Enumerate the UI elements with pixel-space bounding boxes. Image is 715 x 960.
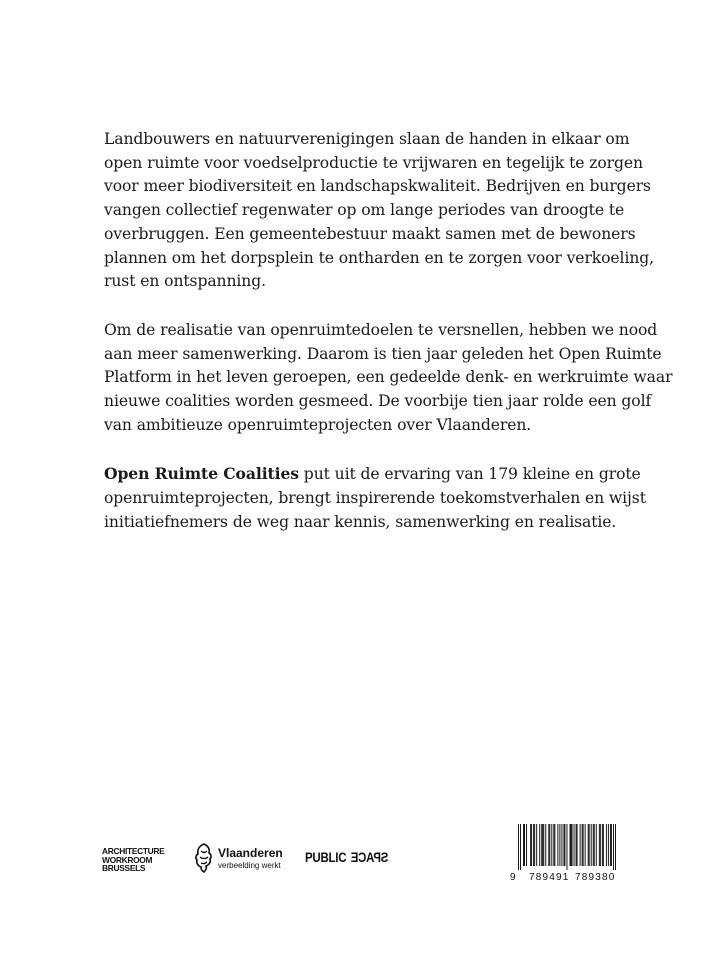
barcode-bar <box>572 824 573 866</box>
flemish-lion-icon <box>193 842 215 874</box>
barcode-bar <box>610 824 611 866</box>
barcode-bar <box>571 824 572 866</box>
barcode-bar <box>602 824 603 866</box>
barcode-bar <box>582 824 583 866</box>
text-line: van ambitieuze openruimteprojecten over Vlaanderen. <box>104 415 532 434</box>
vlaanderen-name: Vlaanderen <box>218 846 283 860</box>
architecture-workroom-brussels-logo <box>102 847 164 873</box>
barcode-group-1: 789491 <box>529 872 570 883</box>
space-word-mirrored: SPACE <box>351 849 389 865</box>
barcode-bar <box>551 824 552 866</box>
barcode-bar <box>596 824 597 866</box>
barcode-bar <box>539 824 540 866</box>
text-line: open ruimte voor voedselproductie te vrijwaren en tegelijk te zorgen <box>104 153 643 172</box>
barcode-bar <box>545 824 546 866</box>
barcode-bar <box>576 824 577 866</box>
barcode-bar <box>577 824 578 866</box>
barcode-bar <box>570 824 571 866</box>
paragraph-3 <box>104 462 646 534</box>
barcode-bar <box>588 824 589 866</box>
barcode-prefix: 9 <box>510 872 516 883</box>
barcode-bar <box>557 824 558 866</box>
logo-text-line: BRUSSELS <box>102 863 146 874</box>
barcode-bar <box>589 824 590 866</box>
barcode-bar <box>523 824 524 866</box>
barcode-group-2: 789380 <box>575 872 616 883</box>
barcode-bar <box>536 824 537 866</box>
barcode-bar <box>594 824 595 866</box>
barcode-bar <box>615 824 616 870</box>
back-cover-text <box>104 128 673 560</box>
text-line: Om de realisatie van openruimtedoelen te versnellen, hebben we nood <box>104 320 658 339</box>
text-line <box>104 462 641 487</box>
barcode-bar <box>561 824 562 866</box>
paragraph-2 <box>104 319 673 438</box>
logo-text-line: WORKROOM <box>102 854 153 865</box>
text-line: initiatiefnemers de weg naar kennis, samenwerking en realisatie. <box>104 512 617 531</box>
logo-text-line: ARCHITECTURE <box>102 846 165 856</box>
barcode-bar <box>541 824 542 866</box>
barcode-bar <box>548 824 549 866</box>
book-title: Open Ruimte Coalities <box>104 464 299 484</box>
barcode-bar <box>542 824 543 866</box>
barcode-bar <box>593 824 594 866</box>
text-line: Landbouwers en natuurverenigingen slaan de handen in elkaar om <box>104 130 630 148</box>
barcode-bar <box>554 824 555 866</box>
barcode-bar <box>599 824 600 866</box>
barcode-bar <box>613 824 614 870</box>
barcode-bar <box>543 824 544 866</box>
barcode-bar <box>530 824 531 866</box>
barcode-bar <box>533 824 534 866</box>
isbn-barcode <box>510 824 616 886</box>
text-line: overbruggen. Een gemeentebestuur maakt samen met de bewoners <box>104 224 636 243</box>
text-line: aan meer samenwerking. Daarom is tien jaar geleden het Open Ruimte <box>104 344 662 363</box>
text-line: openruimteprojecten, brengt inspirerende toekomstverhalen en wijst <box>104 489 646 508</box>
barcode-bar <box>566 824 567 870</box>
barcode-bar <box>585 824 586 866</box>
barcode-bar <box>563 824 564 866</box>
barcode-bar <box>531 824 532 866</box>
barcode-bar <box>591 824 592 866</box>
barcode-bar <box>559 824 560 866</box>
barcode-bar <box>583 824 584 866</box>
text-line: voor meer biodiversiteit en landschapskwaliteit. Bedrijven en burgers <box>104 177 651 196</box>
barcode-bar <box>520 824 521 870</box>
barcode-bar <box>534 824 535 866</box>
public-word: PUBLIC <box>305 849 347 865</box>
barcode-bar <box>574 824 575 866</box>
barcode-bars <box>518 824 616 870</box>
barcode-bar <box>600 824 601 866</box>
vlaanderen-tagline: verbeelding werkt <box>218 861 281 870</box>
barcode-bar <box>524 824 525 866</box>
barcode-bar <box>518 824 519 870</box>
barcode-bar <box>564 824 565 866</box>
text-line: Platform in het leven geroepen, een gedeelde denk- en werkruimte waar <box>104 368 673 387</box>
text-line: plannen om het dorpsplein te ontharden en te zorgen voor verkoeling, <box>104 248 655 267</box>
text-line: rust en ontspanning. <box>104 272 266 291</box>
public-space-logo <box>305 849 389 865</box>
paragraph-1 <box>104 128 655 294</box>
text-line: nieuwe coalities worden gesmeed. De voorbije tien jaar rolde een golf <box>104 392 652 411</box>
barcode-bar <box>603 824 604 866</box>
barcode-bar <box>553 824 554 866</box>
text-line: vangen collectief regenwater op om lange periodes van droogte te <box>104 201 625 220</box>
barcode-bar <box>608 824 609 866</box>
text-fragment: put uit de ervaring van 179 kleine en grote <box>298 465 641 484</box>
barcode-bar <box>611 824 612 866</box>
barcode-bar <box>606 824 607 866</box>
barcode-bar <box>526 824 527 866</box>
barcode-bar <box>580 824 581 866</box>
barcode-bar <box>549 824 550 866</box>
